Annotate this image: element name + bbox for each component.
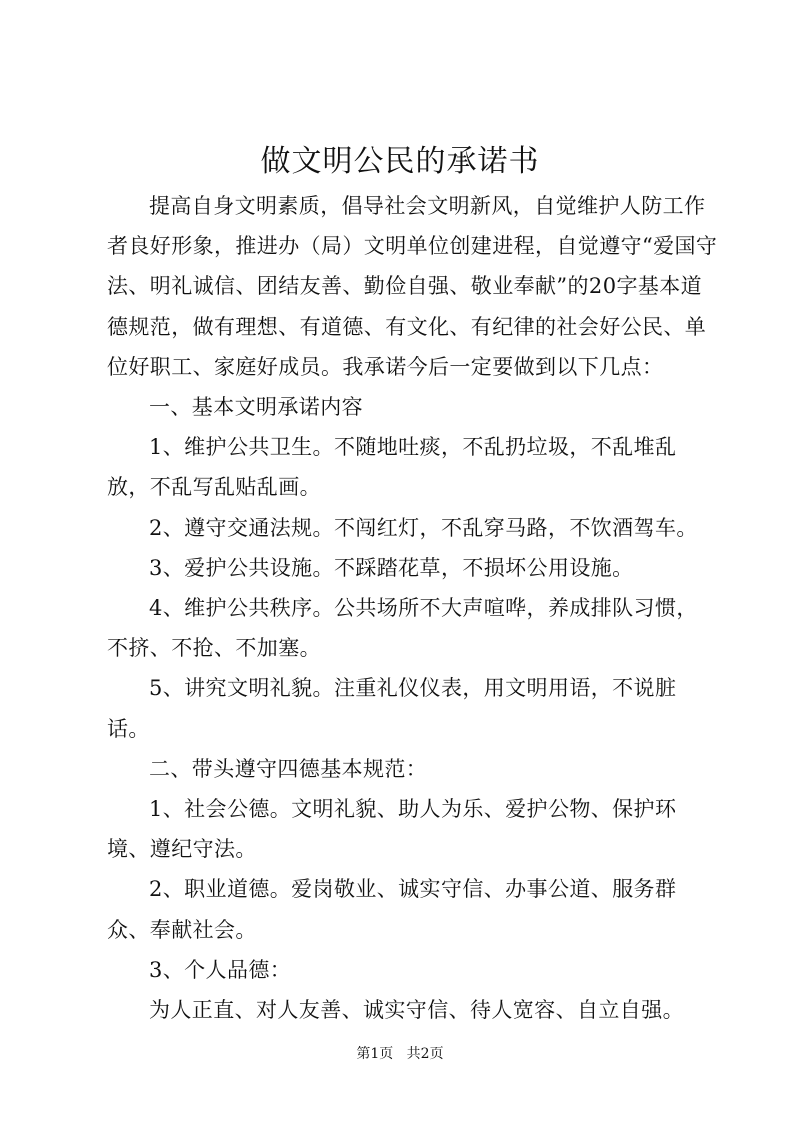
page-number: 第1页 [356,1046,394,1062]
virtue-item-professional-ethics: 2、职业道德。爱岗敬业、诚实守信、办事公道、服务群众、奉献社会。 [107,877,677,942]
commitment-item-courtesy: 5、讲究文明礼貌。注重礼仪仪表，用文明用语，不说脏话。 [107,676,677,741]
commitment-item-public-order: 4、维护公共秩序。公共场所不大声喧哗，养成排队习惯，不挤、不抢、不加塞。 [107,596,698,661]
intro-paragraph: 提高自身文明素质，倡导社会文明新风，自觉维护人防工作者良好形象，推进办（局）文明单位创建进程，自觉遵守“爱国守法、明礼诚信、团结友善、勤俭自强、敬业奉献”的20字基本道德规范，做有理想、有道德、有文化、有纪律的社会好公民、单位好职工、家庭好成员。我承诺今后一定要做到以下几点： [107,194,718,379]
commitment-item-public-hygiene: 1、维护公共卫生。不随地吐痰，不乱扔垃圾，不乱堆乱放，不乱写乱贴乱画。 [107,435,677,500]
commitment-item-public-facilities: 3、爱护公共设施。不踩踏花草，不损坏公用设施。 [149,555,634,580]
page-footer [0,1044,800,1064]
document-title: 做文明公民的承诺书 [260,144,540,179]
virtue-item-social-morality: 1、社会公德。文明礼貌、助人为乐、爱护公物、保护环境、遵纪守法。 [107,797,677,862]
total-pages: 共2页 [406,1046,444,1062]
page-separator [398,1044,402,1064]
section-heading-four-virtues: 二、带头遵守四德基本规范： [149,756,428,781]
document-body [107,186,719,1030]
virtue-item-personal-character: 3、个人品德： [149,957,292,982]
commitment-item-traffic-rules: 2、遵守交通法规。不闯红灯，不乱穿马路，不饮酒驾车。 [149,515,698,540]
virtue-item-personal-character-detail: 为人正直、对人友善、诚实守信、待人宽容、自立自强。 [149,998,684,1023]
section-heading-basic-civility: 一、基本文明承诺内容 [149,395,363,420]
